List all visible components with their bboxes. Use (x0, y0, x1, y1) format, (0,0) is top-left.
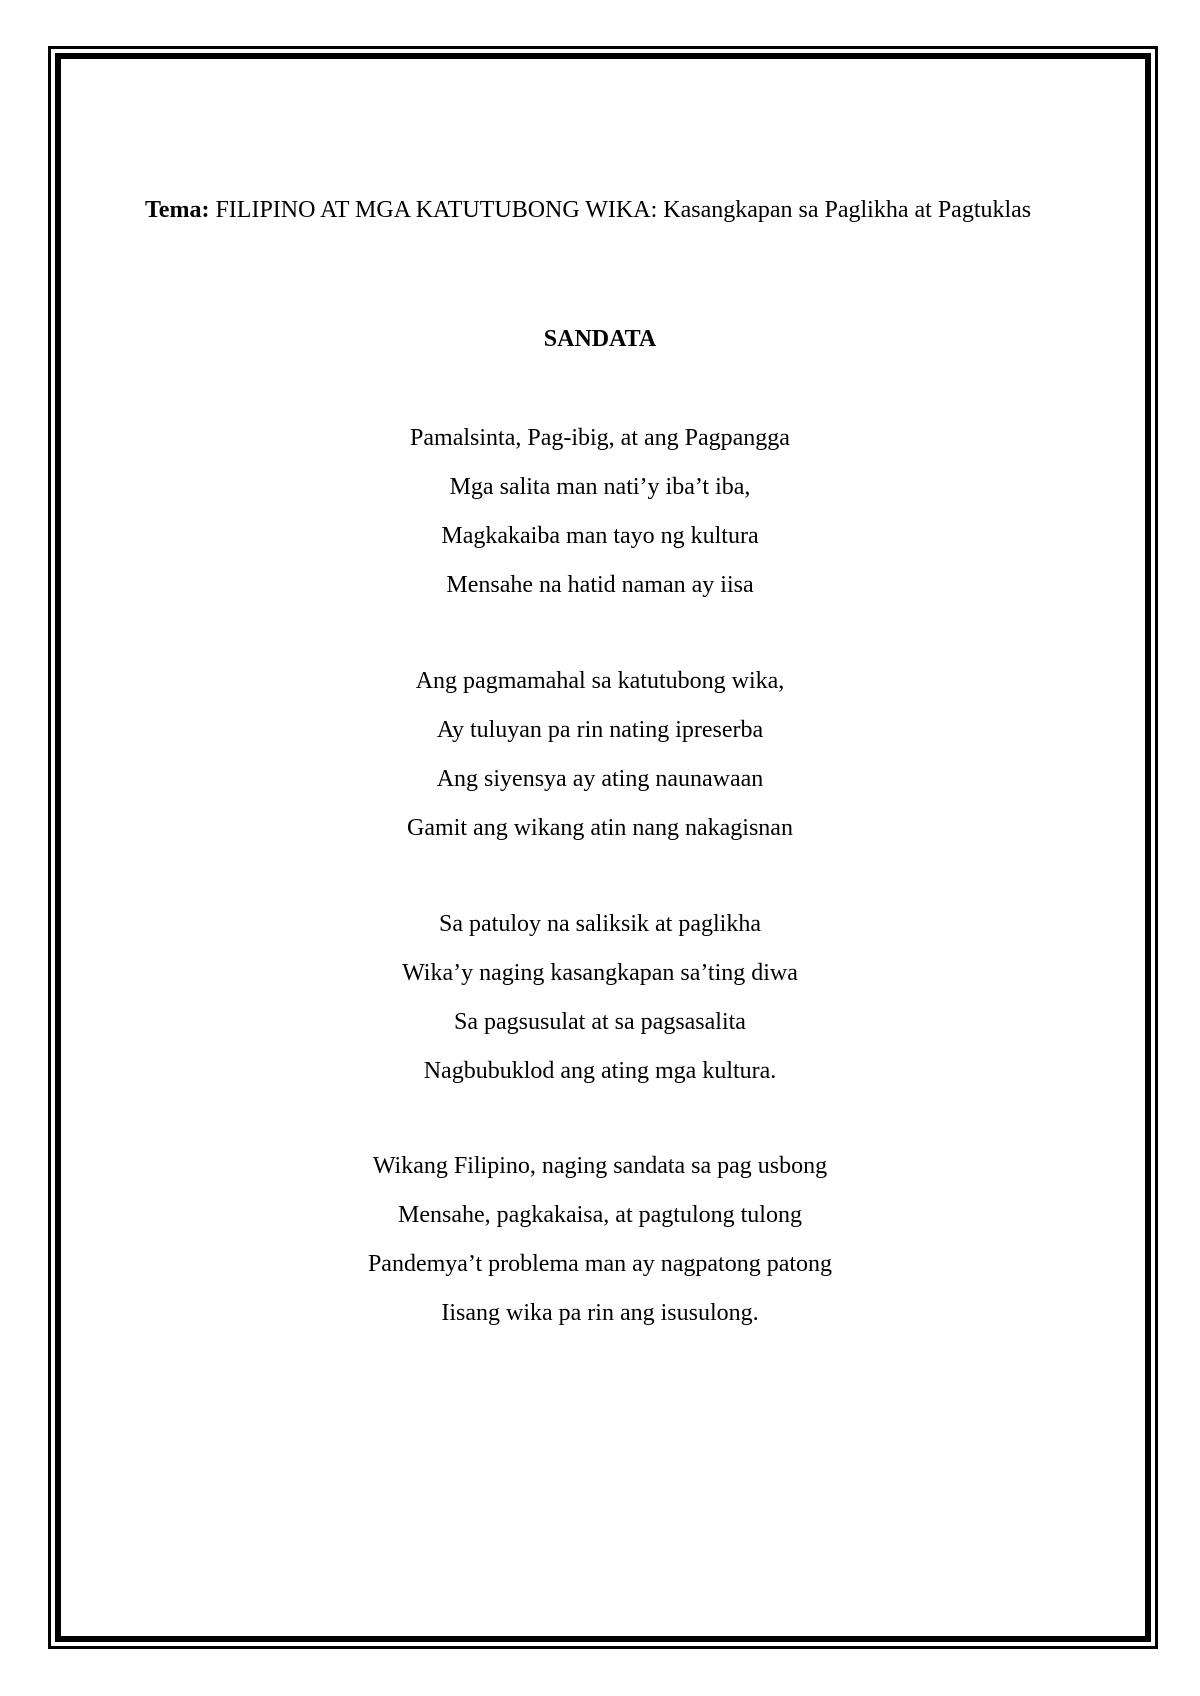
poem-line: Mensahe na hatid naman ay iisa (446, 572, 754, 598)
poem-line: Ay tuluyan pa rin nating ipreserba (436, 717, 764, 743)
poem-line: Mensahe, pagkakaisa, at pagtulong tulong (398, 1202, 802, 1228)
poem-line: Sa pagsusulat at sa pagsasalita (454, 1009, 746, 1035)
stanza-2 (0, 665, 1200, 861)
theme-paragraph (145, 194, 1050, 226)
poem-line: Nagbubuklod ang ating mga kultura. (423, 1058, 777, 1084)
stanza-1 (0, 422, 1200, 618)
poem-line: Wikang Filipino, naging sandata sa pag usbong (372, 1153, 828, 1179)
stanza-4 (0, 1150, 1200, 1346)
poem-title: SANDATA (543, 326, 657, 352)
theme-text: FILIPINO AT MGA KATUTUBONG WIKA: Kasangkapan sa Paglikha at Pagtuklas (215, 197, 1032, 223)
theme-label: Tema: (145, 197, 210, 223)
poem-line: Pandemya’t problema man ay nagpatong patong (367, 1251, 833, 1277)
poem-line: Ang siyensya ay ating naunawaan (436, 766, 764, 792)
poem-line: Ang pagmamahal sa katutubong wika, (415, 668, 785, 694)
poem-line: Iisang wika pa rin ang isusulong. (441, 1300, 759, 1326)
stanza-3 (0, 908, 1200, 1104)
poem-line: Wika’y naging kasangkapan sa’ting diwa (402, 960, 798, 986)
poem-line: Gamit ang wikang atin nang nakagisnan (407, 815, 793, 841)
poem-line: Sa patuloy na saliksik at paglikha (439, 911, 761, 937)
poem-line: Mga salita man nati’y iba’t iba, (449, 474, 751, 500)
poem-line: Pamalsinta, Pag-ibig, at ang Pagpangga (410, 425, 790, 451)
poem-line: Magkakaiba man tayo ng kultura (441, 523, 759, 549)
